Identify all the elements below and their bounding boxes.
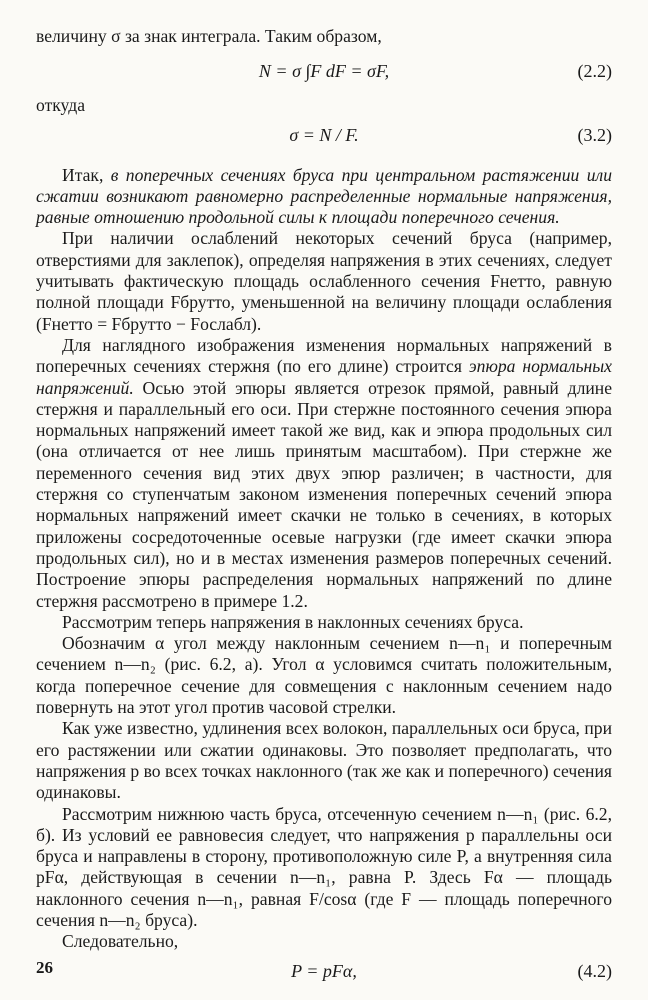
paragraph-stress-diagram <box>36 335 612 612</box>
paragraph-consequently: Следовательно, <box>62 931 179 952</box>
paragraph-elongations: Как уже известно, удлинения всех волокон, параллельных оси бруса, при его растяжении или сжатии одинаковы. Это позволяет предполагать, что напряжения p во всех точках наклонного (так же как и поперечного) сечения одинаковы. <box>36 718 612 803</box>
equation-3-2-formula: σ = N / F. <box>289 124 359 145</box>
paragraph-lower-part: Рассмотрим нижнюю часть бруса, отсеченную сечением n—n₁ (рис. 6.2, б). Из условий ее равновесия следует, что напряжения p параллельны оси бруса и направлены в сторону, противоположную силе P, а внутренняя сила pFα, действующая в сечении n—n₁, равна P. Здесь Fα — площадь наклонного сечения n—n₁, равная F/cosα (где F — площадь поперечного сечения n—n₂ бруса). <box>36 803 612 930</box>
paragraph-conclusion <box>36 165 612 229</box>
paragraph-stress-diagram-italic: эпюра нормальных напряжений. <box>36 356 612 398</box>
text-line-top: величину σ за знак интеграла. Таким образом, <box>36 26 382 46</box>
page-number: 26 <box>36 958 53 977</box>
equation-3-2-number: (3.2) <box>577 124 612 145</box>
paragraph-conclusion-start: Итак, <box>62 164 111 185</box>
paragraph-weakened-sections: При наличии ослаблений некоторых сечений бруса (например, отверстиями для заклепок), определяя напряжения в этих сечениях, следует учитывать фактическую площадь ослабленного сечения Fнетто, равную полной площади Fбрутто, уменьшенной на величину площади ослабления (Fнетто = Fбрутто − Fослабл). <box>36 228 612 334</box>
equation-4-2-formula: P = pFα, <box>291 960 357 981</box>
paragraph-angle-alpha: Обозначим α угол между наклонным сечением n—n₁ и поперечным сечением n—n₂ (рис. 6.2, а). Угол α условимся считать положительным, когда поперечное сечение для совмещения с наклонным сечением надо повернуть на этот угол против часовой стрелки. <box>36 633 612 718</box>
equation-2-2-number: (2.2) <box>577 61 612 82</box>
text-otkuda: откуда <box>36 95 86 116</box>
equation-4-2 <box>36 953 612 987</box>
paragraph-stress-diagram-b: Осью этой эпюры является отрезок прямой, равный длине стержня и параллельный его оси. При стержне постоянного сечения эпюра нормальных напряжений имеет такой же вид, как и эпюра продольных сил (она отличается от нее лишь принятым масштабом). При стержне же переменного сечения вид этих двух эпюр различен; в частности, для стержня со ступенчатым законом изменения поперечных сечений эпюра нормальных напряжений имеет скачки не только в сечениях, в которых приложены сосредоточенные осевые нагрузки (где имеет скачки эпюра продольных сил), но и в местах изменения размеров поперечных сечений. Построение эпюры распределения нормальных напряжений по длине стержня рассмотрено в примере 1.2. <box>36 377 612 611</box>
paragraph-conclusion-italic: в поперечных сечениях бруса при центральном растяжении или сжатии возникают равномерно распределенные нормальные напряжения, равные отношению продольной силы к площади поперечного сечения. <box>36 164 612 228</box>
paragraph-inclined-sections: Рассмотрим теперь напряжения в наклонных сечениях бруса. <box>62 611 524 632</box>
equation-2-2 <box>36 47 612 95</box>
equation-2-2-formula: N = σ ∫F dF = σF, <box>258 61 390 82</box>
equation-3-2 <box>36 117 612 151</box>
paragraph-stress-diagram-a: Для наглядного изображения изменения нормальных напряжений в поперечных сечениях стержня (по его длине) строится <box>36 334 612 377</box>
equation-4-2-number: (4.2) <box>577 960 612 981</box>
